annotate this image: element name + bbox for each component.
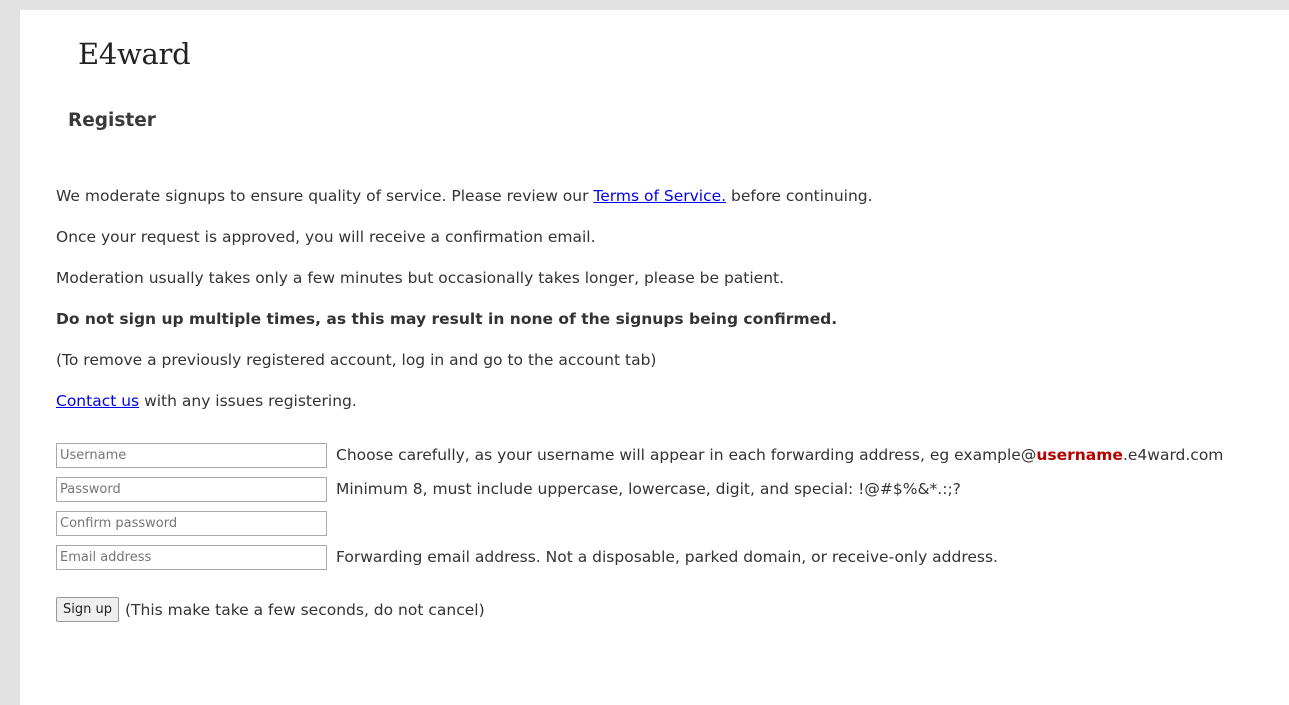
signup-row	[56, 597, 485, 622]
username-hint	[336, 446, 1223, 464]
username-hint-text: Choose carefully, as your username will appear in each forwarding address, eg example@	[336, 446, 1037, 464]
email-input[interactable]	[56, 545, 327, 570]
username-row	[56, 438, 1256, 472]
intro-paragraph-warning: Do not sign up multiple times, as this may result in none of the signups being confirmed.	[56, 310, 838, 328]
sign-up-note: (This make take a few seconds, do not cancel)	[124, 600, 485, 619]
contact-us-link[interactable]: Contact us	[56, 392, 140, 410]
intro-paragraph-patience: Moderation usually takes only a few minutes but occasionally takes longer, please be patient.	[56, 269, 785, 287]
password-hint: Minimum 8, must include uppercase, lowercase, digit, and special: !@#$%&*.:;?	[336, 480, 961, 498]
username-hint-domain: .e4ward.com	[1122, 446, 1224, 464]
email-row	[56, 540, 1256, 574]
sign-up-button[interactable]: Sign up	[56, 597, 119, 622]
username-hint-highlight: username	[1036, 446, 1123, 464]
page-title: Register	[68, 110, 156, 131]
intro-section	[56, 185, 1256, 431]
password-input[interactable]	[56, 477, 327, 502]
email-hint: Forwarding email address. Not a disposable, parked domain, or receive-only address.	[336, 548, 998, 566]
intro-paragraph-moderation	[56, 185, 1256, 207]
intro-paragraph-remove-account: (To remove a previously registered account, log in and go to the account tab)	[56, 351, 657, 369]
contact-text: with any issues registering.	[139, 392, 357, 410]
intro-text: before continuing.	[726, 187, 873, 205]
terms-of-service-link[interactable]: Terms of Service.	[593, 187, 727, 205]
site-logo: E4ward	[78, 37, 191, 71]
intro-text: We moderate signups to ensure quality of service. Please review our	[56, 187, 594, 205]
register-form	[56, 438, 1256, 574]
confirm-password-input[interactable]	[56, 511, 327, 536]
confirm-password-row	[56, 506, 1256, 540]
intro-paragraph-contact	[56, 390, 1256, 412]
username-input[interactable]	[56, 443, 327, 468]
intro-paragraph-approval: Once your request is approved, you will receive a confirmation email.	[56, 228, 596, 246]
password-row	[56, 472, 1256, 506]
